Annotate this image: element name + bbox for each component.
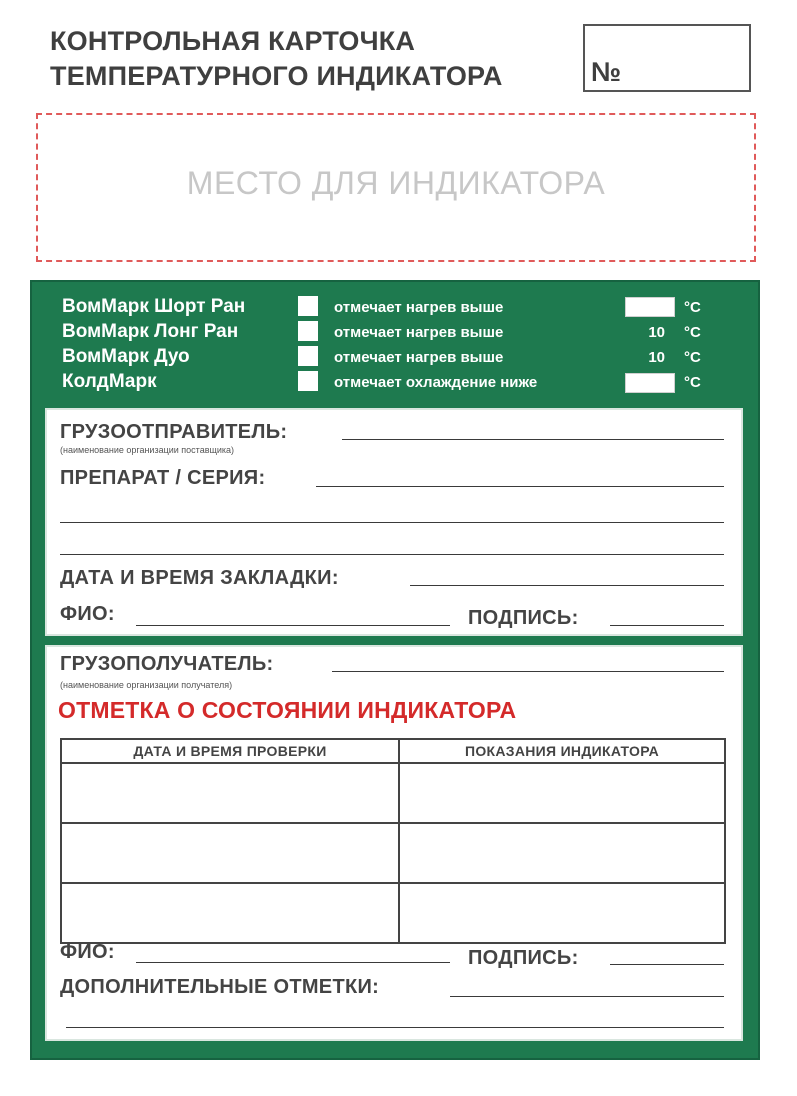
- indicator-check-table: [60, 738, 726, 944]
- table-header-indicator-readings: ПОКАЗАНИЯ ИНДИКАТОРА: [399, 739, 725, 763]
- indicator-placement-label: МЕСТО ДЛЯ ИНДИКАТОРА: [186, 165, 606, 201]
- table-cell-reading[interactable]: [399, 763, 725, 823]
- table-row: [61, 883, 725, 943]
- product-temperature-value: 10: [648, 349, 665, 366]
- table-header-check-datetime: ДАТА И ВРЕМЯ ПРОВЕРКИ: [61, 739, 399, 763]
- consignee-signature-label: ПОДПИСЬ:: [468, 947, 579, 969]
- table-row: [61, 763, 725, 823]
- product-temperature-field[interactable]: [625, 297, 675, 317]
- table-cell-datetime[interactable]: [61, 823, 399, 883]
- product-description: отмечает охлаждение ниже: [334, 374, 538, 391]
- consignee-fio-label: ФИО:: [60, 941, 115, 963]
- product-checkbox[interactable]: [298, 296, 318, 316]
- product-description: отмечает нагрев выше: [334, 299, 504, 316]
- extra-notes-input-line[interactable]: [450, 996, 724, 997]
- product-checkbox[interactable]: [298, 371, 318, 391]
- product-series-input-line-2[interactable]: [60, 522, 724, 523]
- product-unit: °C: [684, 374, 701, 391]
- product-series-input-line-3[interactable]: [60, 554, 724, 555]
- product-name: ВомМарк Шорт Ран: [62, 296, 246, 317]
- card-title-line-1: КОНТРОЛЬНАЯ КАРТОЧКА: [50, 26, 416, 56]
- table-cell-reading[interactable]: [399, 823, 725, 883]
- product-unit: °C: [684, 349, 701, 366]
- shipper-signature-label: ПОДПИСЬ:: [468, 607, 579, 629]
- card-number-field[interactable]: [583, 24, 751, 92]
- product-description: отмечает нагрев выше: [334, 324, 504, 341]
- consignee-hint: (наименование организации получателя): [60, 680, 233, 690]
- consignee-signature-input-line[interactable]: [610, 964, 724, 965]
- extra-notes-input-line-2[interactable]: [66, 1027, 724, 1028]
- product-temperature-field[interactable]: [625, 373, 675, 393]
- shipper-signature-input-line[interactable]: [610, 625, 724, 626]
- card-title-line-2: ТЕМПЕРАТУРНОГО ИНДИКАТОРА: [50, 61, 503, 91]
- consignee-fio-input-line[interactable]: [136, 962, 450, 963]
- bookmark-date-input-line[interactable]: [410, 585, 724, 586]
- product-series-input-line[interactable]: [316, 486, 724, 487]
- product-description: отмечает нагрев выше: [334, 349, 504, 366]
- product-unit: °C: [684, 299, 701, 316]
- product-unit: °C: [684, 324, 701, 341]
- product-temperature-value: 10: [648, 324, 665, 341]
- product-series-label: ПРЕПАРАТ / СЕРИЯ:: [60, 467, 266, 489]
- number-label: №: [591, 57, 622, 87]
- product-name: ВомМарк Лонг Ран: [62, 321, 239, 342]
- indicator-status-title: ОТМЕТКА О СОСТОЯНИИ ИНДИКАТОРА: [58, 697, 517, 723]
- product-checkbox[interactable]: [298, 321, 318, 341]
- bookmark-date-label: ДАТА И ВРЕМЯ ЗАКЛАДКИ:: [60, 567, 339, 589]
- table-cell-datetime[interactable]: [61, 763, 399, 823]
- table-cell-reading[interactable]: [399, 883, 725, 943]
- consignee-label: ГРУЗОПОЛУЧАТЕЛЬ:: [60, 653, 274, 675]
- shipper-input-line[interactable]: [342, 439, 724, 440]
- shipper-fio-input-line[interactable]: [136, 625, 450, 626]
- shipper-hint: (наименование организации поставщика): [60, 445, 235, 455]
- product-name: ВомМарк Дуо: [62, 346, 190, 367]
- product-name: КолдМарк: [62, 371, 157, 392]
- extra-notes-label: ДОПОЛНИТЕЛЬНЫЕ ОТМЕТКИ:: [60, 976, 380, 998]
- consignee-input-line[interactable]: [332, 671, 724, 672]
- table-row: [61, 823, 725, 883]
- indicator-placement-area: [36, 113, 756, 262]
- product-checkbox[interactable]: [298, 346, 318, 366]
- table-cell-datetime[interactable]: [61, 883, 399, 943]
- shipper-label: ГРУЗООТПРАВИТЕЛЬ:: [60, 421, 288, 443]
- shipper-fio-label: ФИО:: [60, 603, 115, 625]
